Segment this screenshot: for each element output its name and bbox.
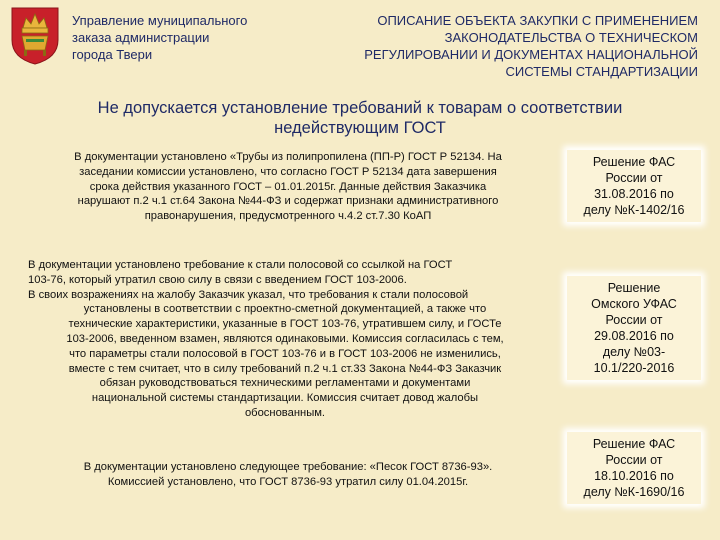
- case-line: В документации установлено «Трубы из полипропилена (ПП-Р) ГОСТ Р 52134. На: [74, 151, 502, 163]
- org-line: заказа администрации: [72, 30, 210, 45]
- decision-line: делу №К-1690/16: [583, 485, 685, 499]
- case-line: правонарушения, предусмотренного ч.4.2 ст.7.30 КоАП: [144, 210, 432, 223]
- case-line: технические характеристики, указанные в ГОСТ 103-76, утратившем силу, и ГОСТе: [68, 318, 502, 331]
- title-line: ЗАКОНОДАТЕЛЬСТВА О ТЕХНИЧЕСКОМ: [444, 30, 698, 45]
- case-line: 103-76, который утратил свою силу в связи с введением ГОСТ 103-2006.: [28, 273, 407, 286]
- decision-line: Решение: [607, 281, 661, 295]
- case-line: 103-2006, введенном взамен, являются одинаковыми. Комиссия согласилась с тем,: [66, 332, 504, 345]
- decision-line: Омского УФАС: [591, 297, 677, 311]
- headline: [40, 98, 680, 138]
- decision-line: Решение ФАС: [592, 155, 676, 169]
- decision-line: делу №К-1402/16: [583, 203, 685, 217]
- decision-line: России от: [605, 313, 663, 327]
- decision-line: делу №03-: [602, 345, 666, 359]
- coat-of-arms-icon: [10, 6, 60, 66]
- case-line: установлены в соответствии с проектно-сметной документацией, а также что: [83, 303, 487, 316]
- case-line: что параметры стали полосовой в ГОСТ 103-76 и в ГОСТ 103-2006 не изменились,: [69, 347, 501, 360]
- title-line: СИСТЕМЫ СТАНДАРТИЗАЦИИ: [505, 64, 698, 79]
- decision-line: 18.10.2016 по: [594, 469, 674, 483]
- decision-line: Решение ФАС: [592, 437, 676, 451]
- slide-title: [298, 12, 698, 80]
- case-text-1: [28, 150, 548, 224]
- case-text-2: [28, 258, 542, 421]
- case-line: В своих возражениях на жалобу Заказчик указал, что требования к стали полосовой: [28, 288, 469, 301]
- title-line: РЕГУЛИРОВАНИИ И ДОКУМЕНТАХ НАЦИОНАЛЬНОЙ: [364, 47, 698, 62]
- headline-line: недействующим ГОСТ: [274, 119, 446, 137]
- case-line: обоснованным.: [244, 406, 326, 419]
- case-line: вместе с тем считает, что в силу требований п.2 ч.1 ст.33 Закона №44-ФЗ Заказчик: [68, 362, 502, 375]
- case-text-3: [28, 460, 548, 490]
- header: [0, 0, 720, 84]
- case-line: В документации установлено требование к стали полосовой со ссылкой на ГОСТ: [28, 259, 453, 271]
- case-line: национальной системы стандартизации. Комиссия считает довод жалобы: [91, 392, 479, 405]
- organization-name: [72, 12, 282, 63]
- decision-line: России от: [605, 171, 663, 185]
- org-line: Управление муниципального: [72, 13, 248, 28]
- decision-box-3: [567, 432, 701, 504]
- org-line: города Твери: [72, 47, 153, 62]
- case-line: Комиссией установлено, что ГОСТ 8736-93 утратил силу 01.04.2015г.: [107, 475, 469, 488]
- decision-box-1: [567, 150, 701, 222]
- case-line: заседании комиссии установлено, что согласно ГОСТ Р 52134 дата завершения: [79, 165, 497, 178]
- case-line: срока действия указанного ГОСТ – 01.01.2015г. Данные действия Заказчика: [89, 180, 487, 193]
- decision-line: 29.08.2016 по: [594, 329, 674, 343]
- headline-line: Не допускается установление требований к товарам о соответствии: [97, 99, 623, 117]
- case-line: нарушают п.2 ч.1 ст.64 Закона №44-ФЗ и содержат признаки административного: [77, 195, 499, 208]
- decision-line: 31.08.2016 по: [594, 187, 674, 201]
- case-line: обязан руководствоваться техническими регламентами и документами: [99, 377, 471, 390]
- title-line: ОПИСАНИЕ ОБЪЕКТА ЗАКУПКИ С ПРИМЕНЕНИЕМ: [377, 13, 698, 28]
- case-line: В документации установлено следующее требование: «Песок ГОСТ 8736-93».: [83, 461, 493, 473]
- decision-line: России от: [605, 453, 663, 467]
- decision-box-2: [567, 276, 701, 380]
- decision-line: 10.1/220-2016: [593, 361, 675, 375]
